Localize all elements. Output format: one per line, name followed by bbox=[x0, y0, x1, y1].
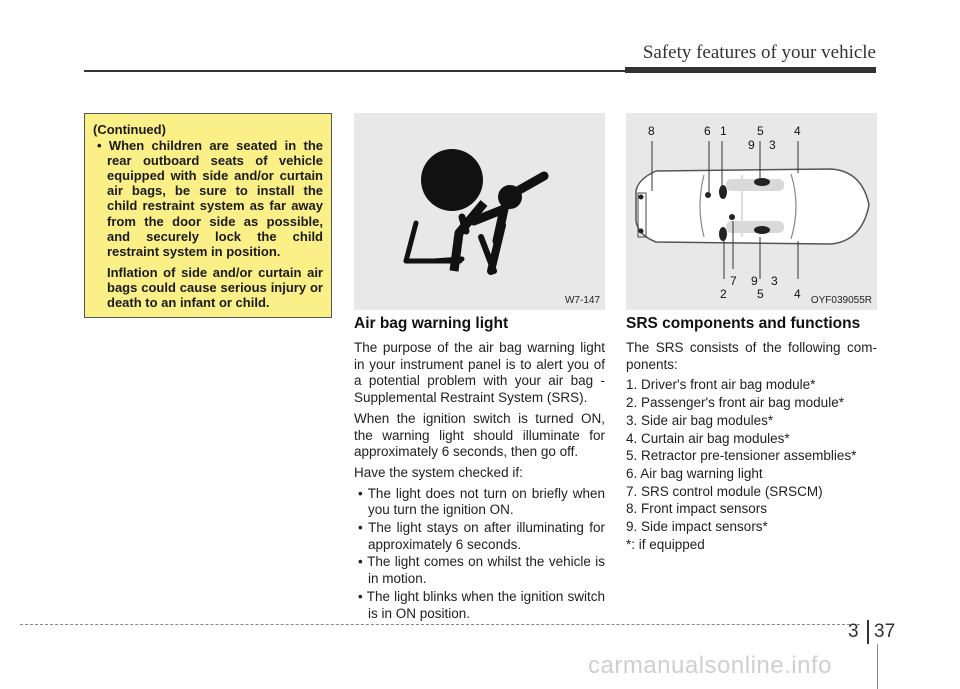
list-item: 5. Retractor pre-tensioner assemblies* bbox=[626, 448, 857, 464]
warning-bullet: • When children are seated in the rear outboard seats of vehicle equipped with side and/or curtain air bags, be sure to install the child restraint system as far away from the door side as possible, and securely lock the child restraint system in position. bbox=[97, 138, 323, 259]
airbag-light-heading: Air bag warning light bbox=[354, 315, 509, 332]
callout-3-bottom: 3 bbox=[771, 274, 778, 288]
list-item: • The light stays on after illuminating for approximately 6 seconds. bbox=[358, 520, 605, 552]
callout-5: 5 bbox=[757, 124, 764, 138]
callout-4: 4 bbox=[794, 124, 801, 138]
warning-bullet-text: When children are seated in the rear outboard seats of vehicle equipped with side and/or curtain air bags, be sure to install the child restraint system as far away from the door side as possible, and securely lock the child restraint system in position. bbox=[107, 138, 323, 259]
list-item: 8. Front impact sensors bbox=[626, 501, 768, 517]
list-item: 1. Driver's front air bag module* bbox=[626, 377, 816, 393]
list-item: • The light comes on whilst the vehicle is in motion. bbox=[358, 554, 605, 587]
list-item: 3. Side air bag modules* bbox=[626, 412, 774, 428]
warning-continued: (Continued) bbox=[93, 122, 166, 137]
list-item: • The light does not turn on briefly when you turn the ignition ON. bbox=[358, 485, 605, 518]
airbag-light-p1: The purpose of the air bag warning light in your instrument panel is to alert you of a potential problem with your air bag - Supplemental Restraint System (SRS). bbox=[354, 340, 605, 406]
page-divider bbox=[867, 620, 869, 644]
chapter-number: 3 bbox=[848, 621, 859, 642]
callout-3-top: 3 bbox=[769, 138, 776, 152]
warning-paragraph: Inflation of side and/or curtain air bags could cause serious injury or death to an infant or child. bbox=[107, 264, 323, 311]
list-item: • The light blinks when the ignition switch is in ON position. bbox=[358, 588, 605, 621]
list-item: 6. Air bag warning light bbox=[626, 465, 763, 481]
callout-7: 7 bbox=[730, 274, 737, 288]
footer-dashed-rule bbox=[20, 624, 860, 625]
airbag-light-p3: Have the system checked if: bbox=[354, 464, 523, 480]
section-title: Safety features of your vehicle bbox=[642, 42, 876, 63]
list-item: 4. Curtain air bag modules* bbox=[626, 430, 790, 446]
callout-9-bottom: 9 bbox=[751, 274, 758, 288]
list-item: 9. Side impact sensors* bbox=[626, 519, 768, 535]
srs-section bbox=[626, 314, 877, 554]
header-rule-accent bbox=[625, 67, 876, 73]
callout-1: 1 bbox=[720, 124, 727, 138]
footer-vertical-rule bbox=[877, 644, 878, 689]
callout-9-top: 9 bbox=[748, 138, 755, 152]
airbag-light-section bbox=[354, 314, 605, 623]
callout-2: 2 bbox=[720, 287, 727, 301]
srs-car-figure bbox=[626, 113, 877, 310]
srs-heading: SRS components and functions bbox=[626, 315, 861, 332]
figure-code-left: W7-147 bbox=[564, 295, 600, 306]
callout-8: 8 bbox=[648, 124, 655, 138]
srs-note: *: if equipped bbox=[626, 536, 705, 552]
airbag-warning-icon bbox=[354, 113, 605, 310]
list-item: 7. SRS control module (SRSCM) bbox=[626, 483, 823, 499]
airbag-light-p2: When the ignition switch is turned ON, the warning light should illuminate for approximately 6 seconds, then go off. bbox=[354, 410, 605, 460]
airbag-warning-figure bbox=[354, 113, 605, 310]
figure-code-right: OYF039055R bbox=[810, 295, 872, 306]
callout-5-bottom: 5 bbox=[757, 287, 764, 301]
srs-intro: The SRS consists of the following com-ponents: bbox=[626, 340, 877, 372]
callout-4-bottom: 4 bbox=[794, 287, 801, 301]
warning-box bbox=[84, 113, 332, 318]
watermark: carmanualsonline.info bbox=[588, 652, 832, 679]
callout-6: 6 bbox=[704, 124, 711, 138]
list-item: 2. Passenger's front air bag module* bbox=[626, 395, 844, 411]
page-number: 37 bbox=[874, 621, 896, 642]
